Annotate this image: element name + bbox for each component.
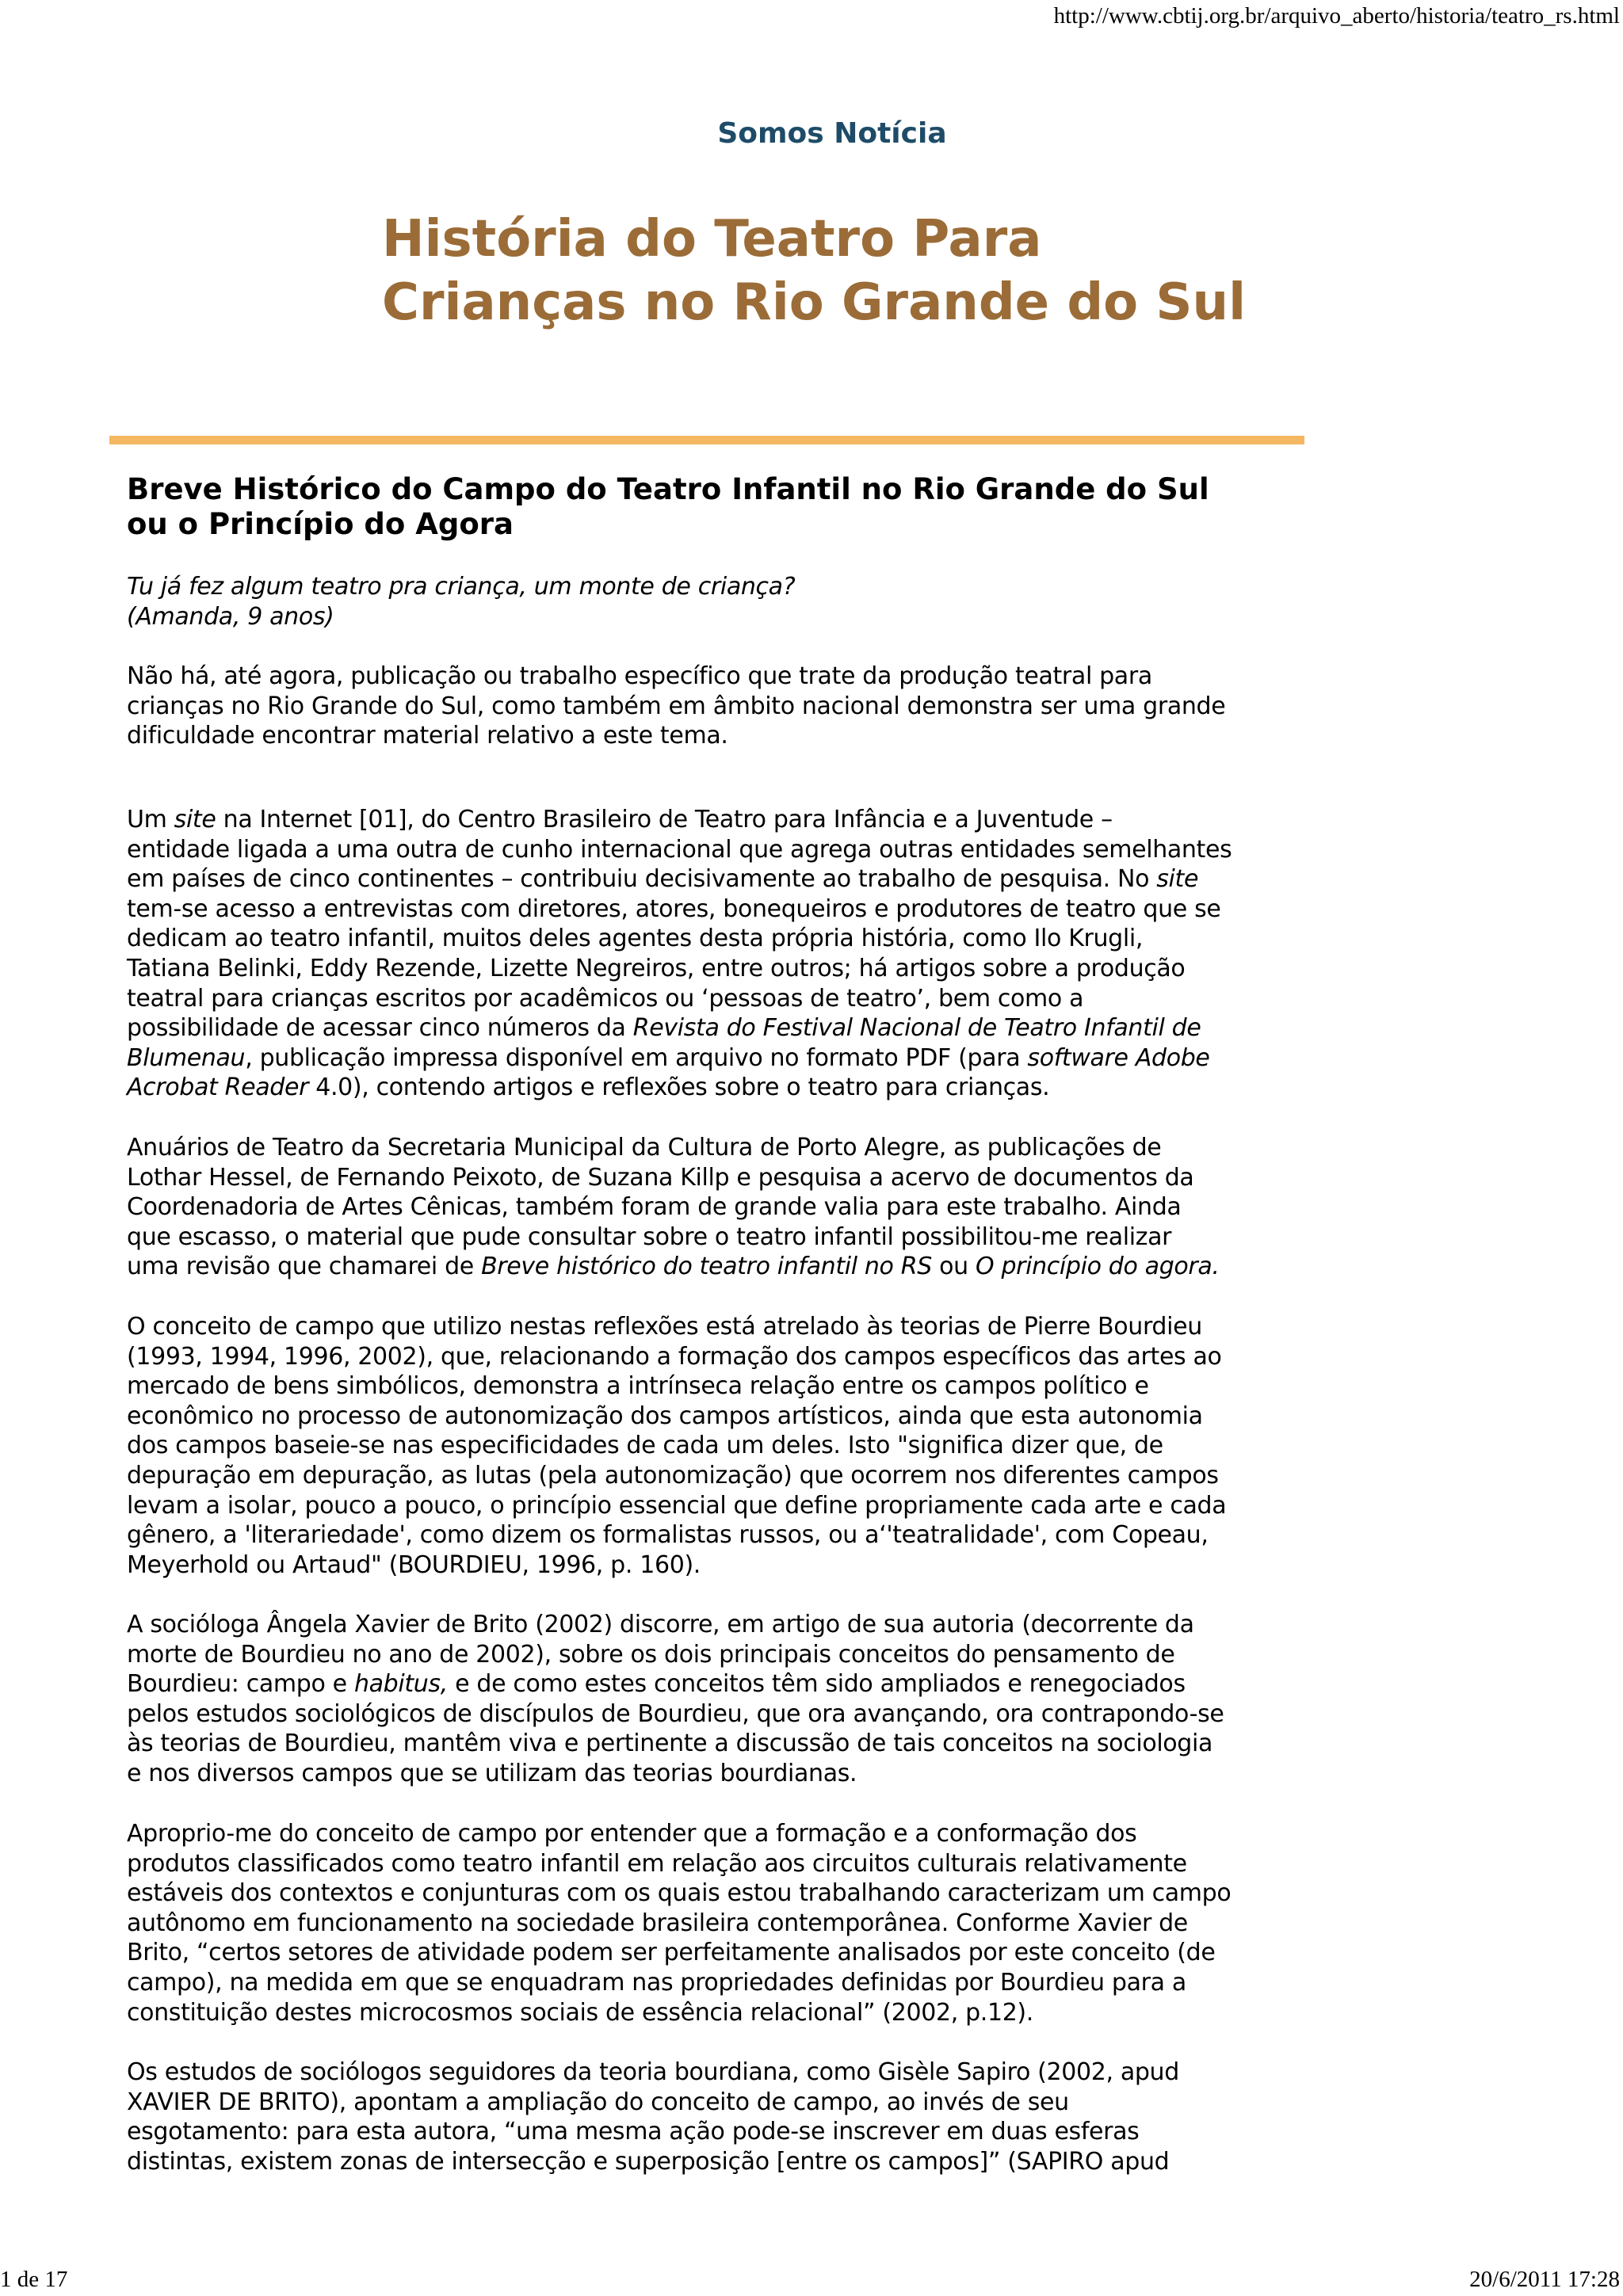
paragraph-line: constituição destes microcosmos sociais de essência relacional” (2002, p.12). [127, 1998, 1033, 2027]
paragraph-line: Tatiana Belinki, Eddy Rezende, Lizette Negreiros, entre outros; há artigos sobre a produção [127, 954, 1186, 982]
paragraph-line: Bourdieu: campo e habitus, e de como estes conceitos têm sido ampliados e renegociados [127, 1670, 1186, 1699]
paragraph-line: às teorias de Bourdieu, mantêm viva e pertinente a discussão de tais conceitos na sociologia [127, 1730, 1213, 1758]
paragraph-line: em países de cinco continentes – contribuiu decisivamente ao trabalho de pesquisa. No site [127, 865, 1199, 894]
epigraph [127, 572, 1331, 631]
section-heading-line-2: ou o Princípio do Agora [127, 507, 514, 541]
paragraph-2 [127, 805, 1331, 1103]
paragraph-7 [127, 2058, 1331, 2176]
paragraph-line: A socióloga Ângela Xavier de Brito (2002) discorre, em artigo de sua autoria (decorrente da [127, 1611, 1194, 1638]
paragraph-5 [127, 1610, 1331, 1789]
paragraph-line: Aproprio-me do conceito de campo por entender que a formação e a conformação dos [127, 1820, 1137, 1848]
paragraph-line: Acrobat Reader 4.0), contendo artigos e reflexões sobre o teatro para crianças. [127, 1074, 1050, 1102]
section-heading [127, 472, 1316, 542]
paragraph-line: autônomo em funcionamento na sociedade brasileira contemporânea. Conforme Xavier de [127, 1909, 1188, 1937]
paragraph-line: morte de Bourdieu no ano de 2002), sobre os dois principais conceitos do pensamento de [127, 1640, 1175, 1669]
paragraph-line: esgotamento: para esta autora, “uma mesma ação pode-se inscrever em duas esferas [127, 2118, 1140, 2146]
paragraph-line: econômico no processo de autonomização dos campos artísticos, ainda que esta autonomia [127, 1402, 1203, 1430]
paragraph-line: Não há, até agora, publicação ou trabalho específico que trate da produção teatral para [127, 662, 1152, 690]
epigraph-quote: Tu já fez algum teatro pra criança, um monte de criança? [127, 573, 796, 601]
site-label: Somos Notícia [717, 117, 947, 150]
paragraph-line: teatral para crianças escritos por acadêmicos ou ‘pessoas de teatro’, bem como a [127, 984, 1084, 1013]
paragraph-line: Meyerhold ou Artaud" (BOURDIEU, 1996, p. 160). [127, 1550, 701, 1579]
paragraph-line: depuração em depuração, as lutas (pela autonomização) que ocorrem nos diferentes campos [127, 1461, 1219, 1489]
paragraph-1 [127, 662, 1331, 751]
paragraph-line: tem-se acesso a entrevistas com diretores, atores, bonequeiros e produtores de teatro que se [127, 894, 1221, 923]
paragraph-line: e nos diversos campos que se utilizam das teorias bourdianas. [127, 1759, 857, 1787]
paragraph-line: mercado de bens simbólicos, demonstra a intrínseca relação entre os campos político e [127, 1372, 1149, 1401]
paragraph-line: produtos classificados como teatro infantil em relação aos circuitos culturais relativamente [127, 1849, 1187, 1878]
page-title [382, 208, 1412, 334]
paragraph-line: gênero, a 'literariedade', como dizem os formalistas russos, ou a‘'teatralidade', com Copeau, [127, 1521, 1209, 1550]
print-datetime: 20/6/2011 17:28 [1469, 2267, 1620, 2292]
paragraph-line: (1993, 1994, 1996, 2002), que, relacionando a formação dos campos específicos das artes ao [127, 1342, 1222, 1371]
paragraph-line: campo), na medida em que se enquadram nas propriedades definidas por Bourdieu para a [127, 1968, 1186, 1997]
paragraph-line: estáveis dos contextos e conjunturas com os quais estou trabalhando caracterizam um campo [127, 1879, 1232, 1908]
title-divider [109, 436, 1304, 444]
paragraph-line: Lothar Hessel, de Fernando Peixoto, de Suzana Killp e pesquisa a acervo de documentos da [127, 1163, 1194, 1192]
paragraph-line: dos campos baseie-se nas especificidades de cada um deles. Isto "significa dizer que, de [127, 1432, 1163, 1460]
paragraph-line: Blumenau, publicação impressa disponível em arquivo no formato PDF (para software Adobe [127, 1043, 1210, 1072]
paragraph-line: Coordenadoria de Artes Cênicas, também foram de grande valia para este trabalho. Ainda [127, 1193, 1182, 1222]
paragraph-line: que escasso, o material que pude consultar sobre o teatro infantil possibilitou-me realizar [127, 1222, 1172, 1251]
paragraph-line: dificuldade encontrar material relativo a este tema. [127, 722, 728, 750]
paragraph-line: crianças no Rio Grande do Sul, como também em âmbito nacional demonstra ser uma grande [127, 692, 1226, 720]
paragraph-line: Um site na Internet [01], do Centro Brasileiro de Teatro para Infância e a Juventude – [127, 806, 1113, 833]
paragraph-line: O conceito de campo que utilizo nestas reflexões está atrelado às teorias de Pierre Bourdieu [127, 1313, 1202, 1341]
paragraph-line: Os estudos de sociólogos seguidores da teoria bourdiana, como Gisèle Sapiro (2002, apud [127, 2058, 1179, 2086]
page-title-line-1: História do Teatro Para [382, 210, 1042, 269]
epigraph-attribution: (Amanda, 9 anos) [127, 602, 334, 631]
paragraph-line: distintas, existem zonas de intersecção e superposição [entre os campos]” (SAPIRO apud [127, 2147, 1170, 2176]
paragraph-line: uma revisão que chamarei de Breve histórico do teatro infantil no RS ou O princípio do agora. [127, 1253, 1220, 1281]
page-title-line-2: Crianças no Rio Grande do Sul [382, 273, 1246, 332]
paragraph-line: levam a isolar, pouco a pouco, o princípio essencial que define propriamente cada arte e cada [127, 1491, 1227, 1520]
paragraph-line: pelos estudos sociológicos de discípulos de Bourdieu, que ora avançando, ora contrapondo-se [127, 1699, 1224, 1728]
section-heading-line-1: Breve Histórico do Campo do Teatro Infantil no Rio Grande do Sul [127, 472, 1209, 506]
paragraph-6 [127, 1819, 1331, 2027]
print-header-url: http://www.cbtij.org.br/arquivo_aberto/historia/teatro_rs.html [1053, 3, 1620, 29]
paragraph-3 [127, 1133, 1331, 1282]
print-page-number: 1 de 17 [0, 2267, 68, 2292]
paragraph-line: dedicam ao teatro infantil, muitos deles agentes desta própria história, como Ilo Krugli, [127, 925, 1144, 953]
paragraph-line: possibilidade de acessar cinco números da Revista do Festival Nacional de Teatro Infantil de [127, 1014, 1201, 1043]
paragraph-line: XAVIER DE BRITO), apontam a ampliação do conceito de campo, ao invés de seu [127, 2088, 1069, 2116]
paragraph-line: entidade ligada a uma outra de cunho internacional que agrega outras entidades semelhantes [127, 835, 1232, 864]
paragraph-line: Brito, “certos setores de atividade podem ser perfeitamente analisados por este conceito (de [127, 1939, 1216, 1967]
paragraph-4 [127, 1312, 1331, 1580]
paragraph-line: Anuários de Teatro da Secretaria Municipal da Cultura de Porto Alegre, as publicações de [127, 1134, 1162, 1161]
